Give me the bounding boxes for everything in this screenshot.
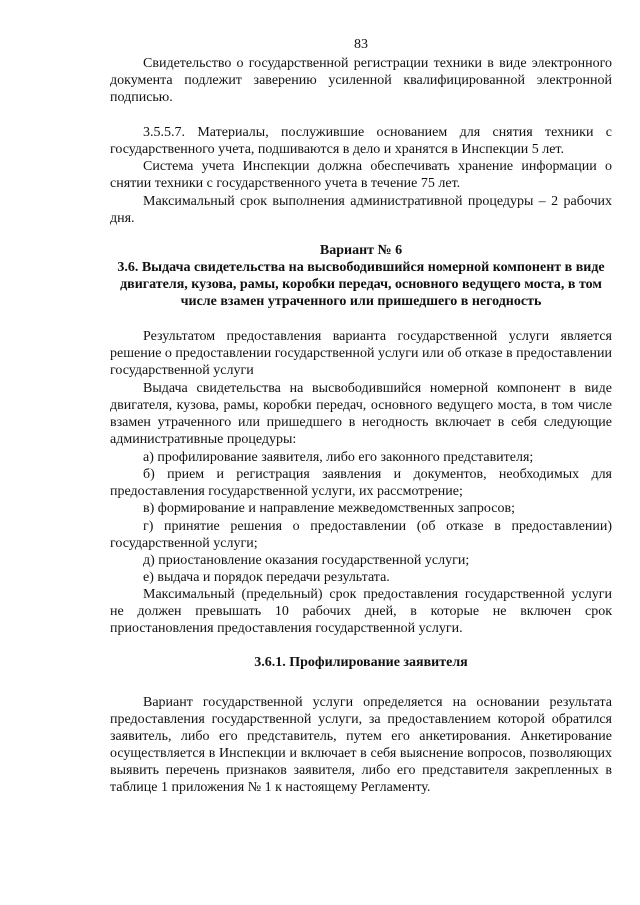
paragraph-materials-storage: 3.5.5.7. Материалы, послужившие основанием для снятия техники с государственного учета, подшиваются в дело и хранятся в Инспекции 5 лет.: [110, 125, 612, 158]
procedure-item-e: е) выдача и порядок передачи результата.: [143, 570, 390, 585]
procedure-item-b: б) прием и регистрация заявления и документов, необходимых для предоставления государственной услуги, их рассмотрение;: [110, 467, 612, 500]
paragraph-result: Результатом предоставления варианта государственной услуги является решение о предоставлении государственной услуги или об отказе в предоставлении государственной услуги: [110, 329, 612, 379]
procedure-item-g: г) принятие решения о предоставлении (об отказе в предоставлении) государственной услуги;: [110, 519, 612, 552]
variant-title: Вариант № 6: [319, 243, 403, 258]
subsection-title: 3.6.1. Профилирование заявителя: [254, 655, 468, 670]
paragraph-max-term-procedure: Максимальный срок выполнения административной процедуры – 2 рабочих дня.: [110, 194, 612, 227]
paragraph-storage-term: Система учета Инспекции должна обеспечивать хранение информации о снятии техники с государственного учета в течение 75 лет.: [110, 159, 612, 192]
page-number: 83: [354, 37, 368, 52]
procedure-item-v: в) формирование и направление межведомственных запросов;: [143, 501, 515, 516]
section-title: 3.6. Выдача свидетельства на высвободившийся номерной компонент в виде двигателя, кузова, рамы, коробки передач, основного ведущего моста, в том числе взамен утраченного или пришедшего в негодность: [117, 260, 605, 310]
paragraph-max-term-service: Максимальный (предельный) срок предоставления государственной услуги не должен превышать 10 рабочих дней, в которые не включен срок приостановления предоставления государственной услуги.: [110, 587, 612, 637]
paragraph-procedures-intro: Выдача свидетельства на высвободившийся номерной компонент в виде двигателя, кузова, рамы, коробки передач, основного ведущего моста, в том числе взамен утраченного или пришедшего в негодность включает в себя следующие административные процедуры:: [110, 381, 612, 448]
procedure-item-a: а) профилирование заявителя, либо его законного представителя;: [143, 450, 534, 465]
paragraph-certificate-electronic: Свидетельство о государственной регистрации техники в виде электронного документа подлежит заверению усиленной квалифицированной электронной подписью.: [110, 56, 612, 106]
procedure-item-d: д) приостановление оказания государственной услуги;: [143, 553, 470, 568]
paragraph-profiling: Вариант государственной услуги определяется на основании результата предоставления государственной услуги, за предоставлением которой обратился заявитель, либо его представитель, путем его анкетирования. Анкетирование осуществляется в Инспекции и включает в себя выяснение вопросов, позволяющих выявить перечень признаков заявителя, либо его представителя закрепленных в таблице 1 приложения № 1 к настоящему Регламенту.: [110, 695, 612, 796]
